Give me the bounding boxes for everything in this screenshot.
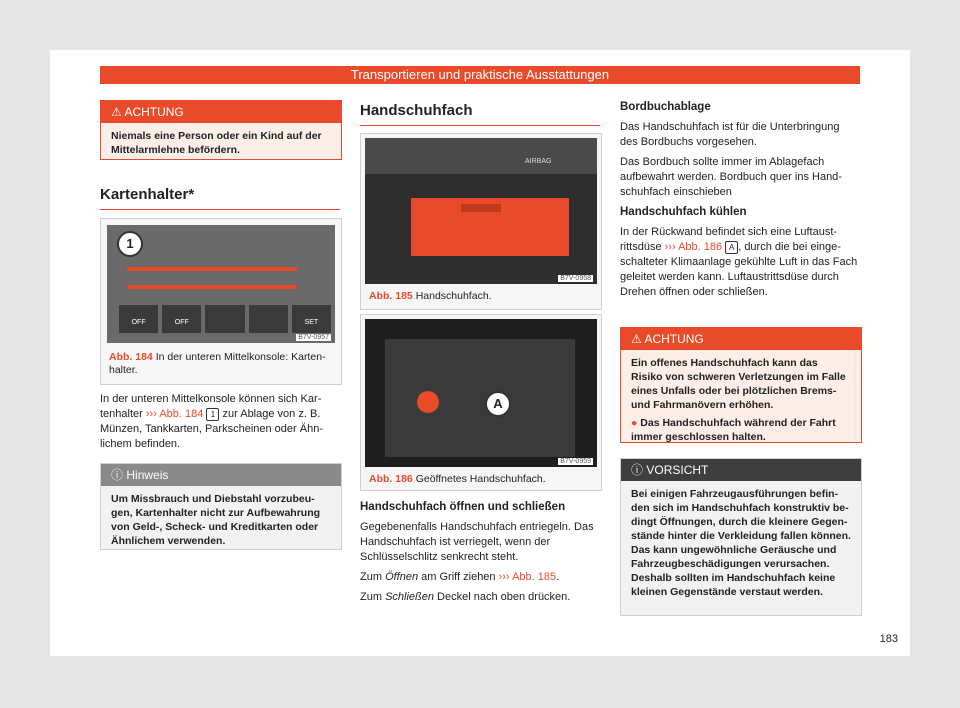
- figure-code: B7V-0957: [298, 334, 329, 341]
- text: In der unteren Mittelkonsole können sich Kartenhalter: [100, 393, 322, 420]
- paragraph: [620, 225, 860, 300]
- figure-184: [100, 218, 342, 385]
- col2-text: [360, 500, 600, 610]
- running-header: Transportieren und praktische Ausstattungen: [100, 66, 860, 84]
- callout-1: 1: [117, 231, 143, 257]
- hint-title: Hinweis: [126, 468, 169, 482]
- emphasis: Öffnen: [385, 571, 419, 583]
- caution-bar: [621, 459, 861, 481]
- figure-code: B7V-0958: [560, 275, 591, 282]
- ref-arrow: ›››: [498, 571, 510, 583]
- caption-text: In der unteren Mittelkonsole: Kartenhalter.: [109, 351, 326, 376]
- warning-icon: ⚠: [631, 332, 642, 346]
- text: In der Rückwand befindet sich eine Luftaustrittsdüse: [620, 226, 838, 253]
- text: Zum: [360, 571, 382, 583]
- text: .: [556, 571, 560, 583]
- hint-text: Um Missbrauch und Diebstahl vorzubeugen, Kartenhalter nicht zur Aufbewahrung von Geld-, Scheck- und Kreditkarten oder Ähnlichem verwenden.: [111, 493, 321, 547]
- emphasis: Schließen: [385, 591, 434, 603]
- glovebox-handle: [461, 204, 501, 212]
- bullet-icon: ●: [631, 417, 638, 429]
- figure-185: [360, 133, 602, 310]
- col3-text: [620, 100, 860, 305]
- figure-caption: [361, 288, 601, 305]
- section-title-kartenhalter: Kartenhalter*: [100, 186, 340, 210]
- paragraph: [360, 590, 600, 605]
- text: , durch die bei eingeschalteter Klimaanlage gekühlte Luft in das Fach geleitet werden kann. Luftaustrittsdüse durch Drehen öffnen oder schließen.: [620, 241, 858, 298]
- warning-bar: [101, 101, 341, 123]
- caption-text: Geöffnetes Handschuhfach.: [415, 473, 546, 485]
- paragraph: [360, 570, 600, 585]
- warning-bar: [621, 328, 861, 350]
- caution-text: Bei einigen Fahrzeugausführungen befinden sich im Handschuhfach konstruktiv bedingt Öffnungen, durch die kleinere Gegenstände hinter die Verkleidung fallen können. Das kann ungewöhnliche Geräusche und Fahrzeugbeschädigungen verursachen. Deshalb sollten im Handschuhfach keine kleinen Gegenstände verstaut werden.: [631, 488, 851, 598]
- air-vent: [417, 391, 439, 413]
- console-button-4: [249, 305, 288, 333]
- figure-code: B7V-0959: [560, 458, 591, 465]
- caution-icon: ⓘ: [631, 463, 644, 477]
- subheading-kuehlen: Handschuhfach kühlen: [620, 206, 747, 218]
- warning-bullet: [631, 416, 851, 444]
- dashboard: [365, 138, 597, 174]
- warning-content: [621, 350, 861, 454]
- text: am Griff ziehen: [421, 571, 496, 583]
- callout-a: A: [485, 391, 511, 417]
- section-title-handschuhfach: Handschuhfach: [360, 102, 600, 126]
- callout-badge: 1: [206, 408, 219, 421]
- figure-caption: [101, 349, 341, 379]
- callout-badge: A: [725, 241, 738, 254]
- ref-arrow: ›››: [664, 241, 676, 253]
- ref-arrow: ›››: [145, 408, 157, 420]
- console-button-3: [205, 305, 244, 333]
- paragraph: Das Bordbuch sollte immer im Ablagefach aufbewahrt werden. Bordbuch quer ins Handschuhfach einschieben: [620, 156, 842, 198]
- text: Zum: [360, 591, 382, 603]
- warning-title: ACHTUNG: [124, 105, 184, 119]
- warning-box: [100, 100, 342, 160]
- airbag-label: AIRBAG: [525, 158, 552, 165]
- figure-label: Abb. 186: [369, 473, 413, 485]
- button-row: [119, 305, 331, 333]
- bullet-text: Das Handschuhfach während der Fahrt immer geschlossen halten.: [631, 417, 836, 443]
- open-compartment: [385, 339, 575, 457]
- figure-caption: [361, 471, 601, 488]
- warning-icon: ⚠: [111, 105, 122, 119]
- text: Deckel nach oben drücken.: [437, 591, 571, 603]
- figure-184-image: [107, 225, 335, 343]
- caution-box: [620, 458, 862, 616]
- console-button-2: OFF: [162, 305, 201, 333]
- figure-186: [360, 314, 602, 491]
- paragraph: Gegebenenfalls Handschuhfach entriegeln. Das Handschuhfach ist verriegelt, wenn der Schlüsselschlitz senkrecht steht.: [360, 521, 594, 563]
- warning-title: ACHTUNG: [644, 332, 704, 346]
- warning-text: Niemals eine Person oder ein Kind auf der Mittelarmlehne befördern.: [111, 130, 322, 156]
- caution-title: VORSICHT: [646, 463, 709, 477]
- warning-text: Ein offenes Handschuhfach kann das Risiko von schweren Verletzungen im Falle eines Unfalls oder bei plötzlichen Brems- und Fahrmanövern erhöhen.: [631, 357, 846, 411]
- page-number: 183: [879, 633, 898, 645]
- card-slot-lower: [127, 285, 297, 289]
- hint-box: [100, 463, 342, 550]
- hint-bar: [101, 464, 341, 486]
- figure-link[interactable]: Abb. 186: [678, 241, 723, 253]
- figure-185-image: [365, 138, 597, 284]
- figure-label: Abb. 185: [369, 290, 413, 302]
- paragraph: Das Handschuhfach ist für die Unterbringung des Bordbuchs vorgesehen.: [620, 121, 840, 148]
- paragraph-kartenhalter: [100, 392, 340, 452]
- caption-text: Handschuhfach.: [415, 290, 492, 302]
- card-slot-upper: [127, 267, 297, 271]
- warning-box: [620, 327, 862, 443]
- console-button-1: OFF: [119, 305, 158, 333]
- subheading-open-close: Handschuhfach öffnen und schließen: [360, 501, 566, 513]
- console-button-5: SET: [292, 305, 331, 333]
- subheading-bordbuch: Bordbuchablage: [620, 101, 711, 113]
- figure-label: Abb. 184: [109, 351, 153, 363]
- info-icon: ⓘ: [111, 468, 124, 482]
- text: zur Ablage von z. B. Münzen, Tankkarten, Parkscheinen oder Ähnlichem befinden.: [100, 408, 323, 450]
- figure-link[interactable]: Abb. 185: [512, 571, 557, 583]
- figure-186-image: [365, 319, 597, 467]
- figure-link[interactable]: Abb. 184: [159, 408, 204, 420]
